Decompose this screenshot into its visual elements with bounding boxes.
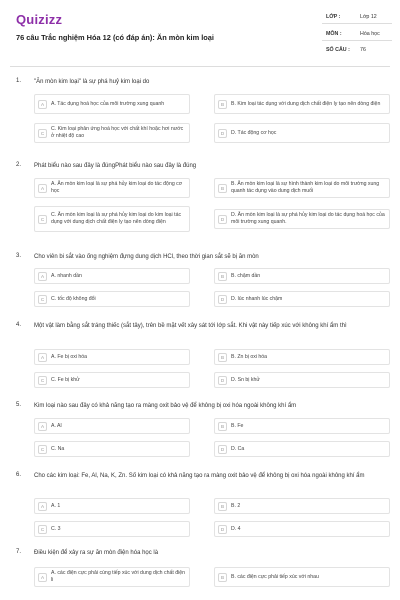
option-text: C. 3 bbox=[51, 525, 61, 532]
question-number: 7. bbox=[16, 549, 22, 555]
option-letter-badge: A bbox=[38, 353, 47, 362]
option-text: B. Zn bị oxi hóa bbox=[231, 353, 268, 360]
option-text: D. Tác động cơ học bbox=[231, 129, 277, 136]
document-header bbox=[0, 0, 400, 66]
quizizz-logo[interactable]: Quizizz bbox=[16, 12, 63, 27]
option-text: D. Ca bbox=[231, 445, 245, 452]
option-b[interactable] bbox=[214, 94, 390, 114]
option-text: A. các điện cực phải cùng tiếp xúc với dung dịch chất điện li bbox=[51, 570, 186, 583]
option-b[interactable] bbox=[214, 268, 390, 284]
option-b[interactable] bbox=[214, 567, 390, 587]
option-b[interactable] bbox=[214, 498, 390, 514]
question-number: 4. bbox=[16, 322, 22, 328]
option-letter-badge: D bbox=[218, 525, 227, 534]
meta-label: MÔN : bbox=[326, 31, 342, 37]
option-text: A. Ăn mòn kim loại là sự phá hủy kim loại do tác động cơ học bbox=[51, 181, 183, 194]
document-title: 76 câu Trắc nghiệm Hóa 12 (có đáp án): Ăn mòn kim loại bbox=[16, 33, 214, 42]
option-text: C. Na bbox=[51, 445, 65, 452]
option-text: C. Ăn mòn kim loại là sự phá hủy kim loại do kim loại tác dụng với dung dịch chất điện ly tạo nên dòng điện bbox=[51, 212, 182, 225]
option-text: B. Ăn mòn kim loại là sự hình thành kim loại do môi trường xung quanh tác dụng vào dung dịch muối bbox=[231, 181, 380, 194]
option-text: D. lúc nhanh lúc chậm bbox=[231, 295, 283, 302]
question-text: Một vật làm bằng sắt tráng thiếc (sắt tây), trên bề mặt vết xây sát tới lớp sắt. Khi vật này tiếp xúc với không khí ẩm thì bbox=[34, 323, 347, 329]
option-d[interactable] bbox=[214, 521, 390, 537]
option-d[interactable] bbox=[214, 209, 390, 229]
option-text: A. 1 bbox=[51, 502, 61, 509]
question-number: 6. bbox=[16, 472, 22, 478]
option-text: B. Kim loại tác dụng với dung dịch chất điện ly tạo nên dòng điện bbox=[231, 100, 381, 107]
question-text: Cho viên bi sắt vào ống nghiệm đựng dung dịch HCl, theo thời gian sắt sẽ bị ăn mòn bbox=[34, 254, 259, 260]
option-letter-badge: B bbox=[218, 422, 227, 431]
meta-grade bbox=[322, 10, 392, 24]
option-letter-badge: C bbox=[38, 445, 47, 454]
question-text: Điều kiện để xảy ra sự ăn mòn điện hóa học là bbox=[34, 550, 159, 556]
option-letter-badge: A bbox=[38, 573, 47, 582]
meta-value: Lớp 12 bbox=[360, 14, 377, 20]
option-d[interactable] bbox=[214, 123, 390, 143]
option-text: C. Kim loại phản ứng hoá học với chất khí hoặc hơi nước ở nhiệt độ cao bbox=[51, 126, 184, 139]
option-text: B. Fe bbox=[231, 422, 244, 429]
meta-subject bbox=[322, 27, 392, 41]
question-number: 1. bbox=[16, 78, 22, 84]
option-text: A. Fe bị oxi hóa bbox=[51, 353, 88, 360]
option-letter-badge: C bbox=[38, 376, 47, 385]
meta-question-count bbox=[322, 43, 392, 57]
question-text: Kim loại nào sau đây có khả năng tạo ra màng oxit bảo vệ để không bị oxi hóa ngoài không khí ẩm bbox=[34, 403, 297, 409]
option-a[interactable] bbox=[34, 268, 190, 284]
option-b[interactable] bbox=[214, 178, 390, 198]
option-letter-badge: B bbox=[218, 573, 227, 582]
option-letter-badge: B bbox=[218, 184, 227, 193]
option-letter-badge: D bbox=[218, 376, 227, 385]
question-number: 2. bbox=[16, 162, 22, 168]
option-d[interactable] bbox=[214, 372, 390, 388]
option-a[interactable] bbox=[34, 418, 190, 434]
option-text: B. chậm dần bbox=[231, 272, 261, 279]
option-a[interactable] bbox=[34, 94, 190, 114]
option-text: D. Sn bị khử bbox=[231, 376, 260, 383]
option-c[interactable] bbox=[34, 123, 190, 143]
option-a[interactable] bbox=[34, 567, 190, 587]
option-text: A. nhanh dần bbox=[51, 272, 82, 279]
option-letter-badge: A bbox=[38, 100, 47, 109]
option-letter-badge: D bbox=[218, 445, 227, 454]
option-letter-badge: C bbox=[38, 129, 47, 138]
option-text: D. Ăn mòn kim loại là sự phá hủy kim loại do tác dụng hoá học của môi trường xung quanh. bbox=[231, 212, 385, 225]
option-letter-badge: B bbox=[218, 353, 227, 362]
option-text: C. tốc độ không đổi bbox=[51, 295, 96, 302]
option-a[interactable] bbox=[34, 498, 190, 514]
meta-label: SỐ CÂU : bbox=[326, 47, 350, 53]
option-c[interactable] bbox=[34, 206, 190, 232]
question-text: Phát biểu nào sau đây là đúngPhát biểu nào sau đây là đúng bbox=[34, 163, 197, 169]
option-b[interactable] bbox=[214, 349, 390, 365]
option-c[interactable] bbox=[34, 291, 190, 307]
option-text: B. 2 bbox=[231, 502, 241, 509]
question-number: 3. bbox=[16, 253, 22, 259]
option-c[interactable] bbox=[34, 441, 190, 457]
option-text: A. Al bbox=[51, 422, 62, 429]
option-c[interactable] bbox=[34, 372, 190, 388]
option-a[interactable] bbox=[34, 178, 190, 198]
option-text: A. Tác dụng hoá học của môi trường xung quanh bbox=[51, 100, 165, 107]
option-letter-badge: C bbox=[38, 215, 47, 224]
header-divider bbox=[10, 66, 390, 67]
option-letter-badge: A bbox=[38, 184, 47, 193]
option-letter-badge: C bbox=[38, 525, 47, 534]
option-letter-badge: D bbox=[218, 129, 227, 138]
question-number: 5. bbox=[16, 402, 22, 408]
option-letter-badge: A bbox=[38, 272, 47, 281]
option-b[interactable] bbox=[214, 418, 390, 434]
option-letter-badge: A bbox=[38, 502, 47, 511]
question-text: Cho các kim loại: Fe, Al, Na, K, Zn. Số kim loại có khả năng tạo ra màng oxit bảo vệ để không bị oxi hóa ngoài không khí ẩm bbox=[34, 473, 365, 479]
option-letter-badge: B bbox=[218, 100, 227, 109]
option-letter-badge: D bbox=[218, 295, 227, 304]
option-letter-badge: C bbox=[38, 295, 47, 304]
meta-label: LỚP : bbox=[326, 14, 341, 20]
option-letter-badge: B bbox=[218, 272, 227, 281]
option-text: B. các điện cực phải tiếp xúc với nhau bbox=[231, 573, 319, 580]
option-text: C. Fe bị khử bbox=[51, 376, 80, 383]
meta-value: Hóa học bbox=[360, 31, 380, 37]
meta-value: 76 bbox=[360, 47, 366, 53]
option-a[interactable] bbox=[34, 349, 190, 365]
option-d[interactable] bbox=[214, 291, 390, 307]
question-text: "Ăn mòn kim loại" là sự phá huỷ kim loại do bbox=[34, 79, 150, 85]
option-text: D. 4 bbox=[231, 525, 241, 532]
option-letter-badge: D bbox=[218, 215, 227, 224]
option-c[interactable] bbox=[34, 521, 190, 537]
option-letter-badge: A bbox=[38, 422, 47, 431]
option-d[interactable] bbox=[214, 441, 390, 457]
option-letter-badge: B bbox=[218, 502, 227, 511]
